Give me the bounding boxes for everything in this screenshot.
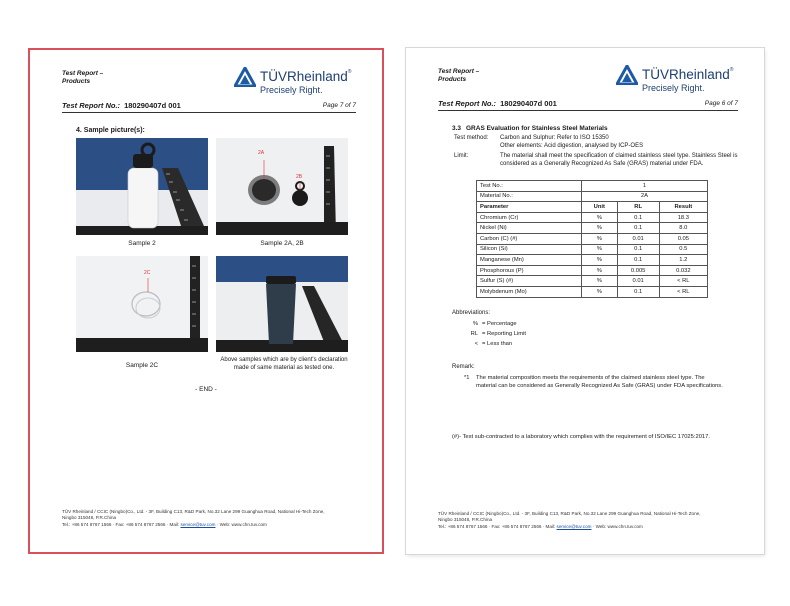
cell-unit: % <box>581 244 617 255</box>
callout-2a: 2A <box>258 150 265 156</box>
doc-type-line2: Products <box>438 76 467 83</box>
section-title: GRAS Evaluation for Stainless Steel Materials <box>466 125 608 132</box>
abbreviations-title: Abbreviations: <box>452 310 491 316</box>
footer-web: · Web: www.chn.tuv.com <box>592 523 643 529</box>
cell-unit: % <box>581 233 617 244</box>
abbreviation-key: % <box>472 321 478 327</box>
cell-result: 0.5 <box>659 244 707 255</box>
cell-rl: 0.1 <box>617 255 659 266</box>
cell-unit: % <box>581 223 617 234</box>
photo-caption-sample-2: Sample 2 <box>128 240 156 247</box>
table-row <box>477 244 708 255</box>
page-number: Page 7 of 7 <box>322 102 356 109</box>
cell-parameter: Chromium (Cr) <box>477 212 582 223</box>
callout-2c: 2C <box>144 270 151 276</box>
abbreviation-value: = Percentage <box>482 321 517 327</box>
table-row <box>477 223 708 234</box>
footer-email-link[interactable]: service@tuv.com <box>180 521 216 527</box>
report-number-label: Test Report No.: <box>62 101 121 110</box>
limit-line2: considered as a Generally Recognized As Safe (GRAS) material under FDA. <box>500 161 704 167</box>
table-row <box>477 265 708 276</box>
test-no-value: 1 <box>581 181 707 192</box>
cell-parameter: Silicon (Si) <box>477 244 582 255</box>
footer-address-line1: TÜV Rheinland / CCIC (Ningbo)Co., Ltd. - 3F, Building C13, R&D Park, No.32 Lane 299 Guanghua Road, National Hi-Tech Zone, <box>62 508 325 514</box>
footer-address-line2: Ningbo 315048, P.R.China <box>62 515 117 520</box>
sample-photo-2a-2b <box>216 138 348 235</box>
photo-caption-sample-2a-2b: Sample 2A, 2B <box>260 240 304 247</box>
subcontract-note: (#)- Test sub-contracted to a laboratory which complies with the requirement of ISO/IEC 17025:2017. <box>452 434 710 440</box>
abbreviation-item <box>464 341 512 347</box>
remark-line2: material can be considered as Generally Recognized As Safe (GRAS) under FDA specifications. <box>476 383 723 389</box>
table-header-row <box>477 202 708 213</box>
cell-rl: 0.1 <box>617 286 659 297</box>
header-result: Result <box>659 202 707 213</box>
tuv-logo <box>234 66 354 100</box>
cell-rl: 0.1 <box>617 244 659 255</box>
report-number-value: 180290407d 001 <box>500 99 557 108</box>
header-rl: RL <box>617 202 659 213</box>
header-divider <box>438 110 738 111</box>
abbreviation-item <box>464 321 517 327</box>
page-number: Page 6 of 7 <box>704 100 738 107</box>
callout-2b: 2B <box>296 174 303 180</box>
cell-unit: % <box>581 276 617 287</box>
cell-rl: 0.005 <box>617 265 659 276</box>
report-page-6 <box>406 48 764 554</box>
cell-rl: 0.1 <box>617 223 659 234</box>
footer-address-line1: TÜV Rheinland / CCIC (Ningbo)Co., Ltd. - 3F, Building C13, R&D Park, No.32 Lane 299 Guanghua Road, National Hi-Tech Zone, <box>438 510 701 516</box>
cell-result: 8.0 <box>659 223 707 234</box>
footer-phone-fax: Tel.: +86 574 8767 1566 · Fax: +86 574 8767 2566 · Mail: <box>62 521 180 527</box>
footer-email-link[interactable]: service@tuv.com <box>556 523 592 529</box>
cell-result: < RL <box>659 276 707 287</box>
limit-line1: The material shall meet the specification of claimed stainless steel type. Stainless Steel is <box>500 153 738 159</box>
sample-photo-tumbler <box>216 256 348 352</box>
declaration-line1: Above samples which are by client's declaration <box>220 357 348 363</box>
cell-result: 0.032 <box>659 265 707 276</box>
photo-caption-sample-2c: Sample 2C <box>125 362 159 369</box>
cell-parameter: Carbon (C) (#) <box>477 233 582 244</box>
page-footer <box>62 509 360 529</box>
test-method-label: Test method: <box>454 135 489 141</box>
table-row-test-no <box>477 181 708 192</box>
cell-result: 18.3 <box>659 212 707 223</box>
doc-type-line1: Test Report – <box>62 70 104 77</box>
report-number <box>438 99 557 108</box>
section-number: 3.3 <box>452 125 462 132</box>
footer-web: · Web: www.chn.tuv.com <box>216 521 267 527</box>
remark-title: Remark: <box>452 364 475 370</box>
abbreviation-value: = Reporting Limit <box>482 331 526 337</box>
abbreviation-key: < <box>474 341 478 347</box>
material-no-label: Material No.: <box>477 191 582 202</box>
material-no-value: 2A <box>581 191 707 202</box>
remark-line1: The material composition meets the requirements of the claimed stainless steel type. The <box>476 375 705 381</box>
footer-contact <box>438 524 742 531</box>
abbreviation-key: RL <box>470 331 478 337</box>
section-title: 4. Sample picture(s): <box>76 127 145 134</box>
abbreviation-value: = Less than <box>482 341 513 347</box>
cell-parameter: Sulfur (S) (#) <box>477 276 582 287</box>
brand-name: TÜVRheinland <box>642 67 730 82</box>
report-number-label: Test Report No.: <box>438 99 497 108</box>
cell-unit: % <box>581 255 617 266</box>
doc-type-line2: Products <box>62 78 91 85</box>
brand-tagline: Precisely Right. <box>642 83 705 93</box>
tuv-logo <box>616 64 736 98</box>
end-marker: - END - <box>195 386 217 393</box>
section-heading <box>452 125 608 132</box>
limit-label: Limit: <box>454 153 469 159</box>
cell-result: < RL <box>659 286 707 297</box>
table-row <box>477 212 708 223</box>
doc-type-label <box>438 68 479 84</box>
cell-unit: % <box>581 212 617 223</box>
declaration-note <box>216 356 352 372</box>
table-row <box>477 286 708 297</box>
cell-unit: % <box>581 265 617 276</box>
cell-rl: 0.01 <box>617 276 659 287</box>
footer-address-line2: Ningbo 315048, P.R.China <box>438 517 493 522</box>
cell-unit: % <box>581 286 617 297</box>
header-divider <box>62 112 356 113</box>
cell-rl: 0.01 <box>617 233 659 244</box>
declaration-line2: made of same material as tested one. <box>233 365 335 371</box>
header-parameter: Parameter <box>477 202 582 213</box>
test-no-label: Test No.: <box>477 181 582 192</box>
footer-phone-fax: Tel.: +86 574 8767 1566 · Fax: +86 574 8767 2566 · Mail: <box>438 523 556 529</box>
tuv-triangle-icon <box>616 65 638 85</box>
footer-contact <box>62 522 360 529</box>
doc-type-line1: Test Report – <box>438 68 480 75</box>
brand-name: TÜVRheinland <box>260 69 348 84</box>
cell-result: 0.05 <box>659 233 707 244</box>
sample-photo-2c <box>76 256 208 352</box>
header-unit: Unit <box>581 202 617 213</box>
report-page-7 <box>28 48 384 554</box>
report-number-value: 180290407d 001 <box>124 101 181 110</box>
brand-mark: ® <box>729 67 734 73</box>
report-number <box>62 101 181 110</box>
table-row <box>477 276 708 287</box>
test-method-line2: Other elements: Acid digestion, analysed by ICP-OES <box>500 143 644 149</box>
brand-mark: ® <box>347 69 352 75</box>
gras-results-table <box>476 180 708 298</box>
cell-rl: 0.1 <box>617 212 659 223</box>
cell-result: 1.2 <box>659 255 707 266</box>
table-row <box>477 233 708 244</box>
doc-type-label <box>62 70 103 86</box>
cell-parameter: Nickel (Ni) <box>477 223 582 234</box>
cell-parameter: Phosphorous (P) <box>477 265 582 276</box>
page-footer <box>438 511 742 531</box>
cell-parameter: Manganese (Mn) <box>477 255 582 266</box>
table-row <box>477 255 708 266</box>
remark-key: *1 <box>464 375 470 381</box>
table-row-material-no <box>477 191 708 202</box>
remark-text <box>464 374 754 390</box>
abbreviation-item <box>464 331 526 337</box>
brand-tagline: Precisely Right. <box>260 85 323 95</box>
sample-photo-2 <box>76 138 208 235</box>
cell-parameter: Molybdenum (Mo) <box>477 286 582 297</box>
tuv-triangle-icon <box>234 67 256 87</box>
test-method-line1: Carbon and Sulphur: Refer to ISO 15350 <box>500 135 609 141</box>
